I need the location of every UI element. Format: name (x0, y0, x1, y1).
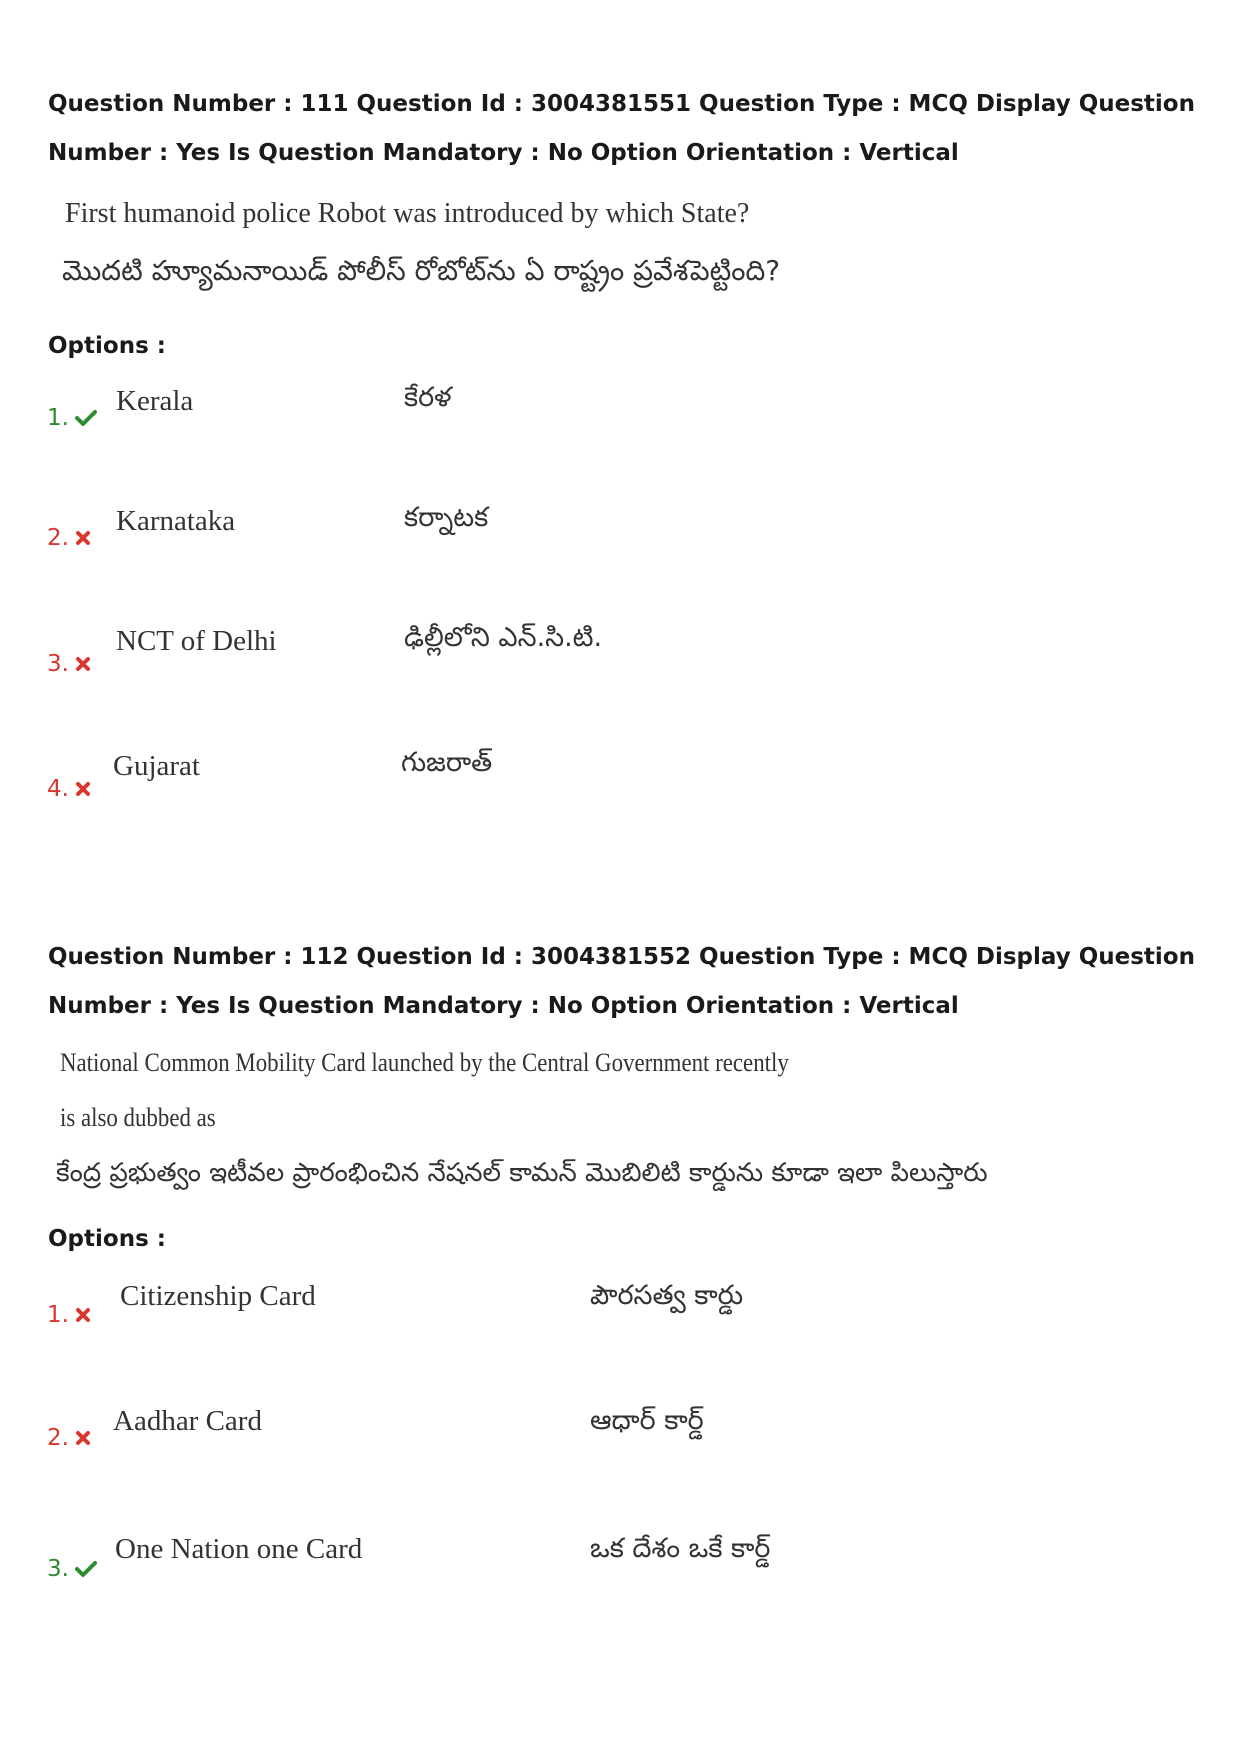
option-number (47, 776, 91, 802)
question-text-te: కేంద్ర ప్రభుత్వం ఇటీవల ప్రారంభించిన నేషనల్ కామన్ మొబిలిటి కార్డును కూడా ఇలా పిలుస్తారు (56, 1158, 988, 1188)
option-text-en: Kerala (116, 385, 194, 417)
option-number-label: 3. (47, 651, 69, 677)
cross-icon (75, 1307, 91, 1323)
option-number-label: 1. (47, 405, 69, 431)
question-meta: Question Number : 111 Question Id : 3004381551 Question Type : MCQ Display Question Number : Yes Is Question Mandatory : No Option Orientation : Vertical (48, 91, 1195, 166)
question-text-en: National Common Mobility Card launched by the Central Government recently (60, 1048, 789, 1077)
option-number-label: 4. (47, 776, 69, 802)
check-icon (75, 409, 97, 427)
option-number (47, 651, 91, 677)
option-number (47, 1556, 97, 1582)
cross-icon (75, 1430, 91, 1446)
options-label: Options : (48, 1226, 166, 1252)
option-text-en: Karnataka (116, 505, 236, 537)
option-text-en: Gujarat (113, 750, 200, 782)
options-label: Options : (48, 333, 166, 359)
option-number-label: 2. (47, 525, 69, 551)
option-text-en: One Nation one Card (115, 1533, 363, 1565)
question-text-en-line2: is also dubbed as (60, 1103, 216, 1132)
cross-icon (75, 781, 91, 797)
option-number (47, 525, 91, 551)
option-number (47, 1302, 91, 1328)
question-text-te: మొదటి హ్యూమనాయిడ్ పోలీస్ రోబోట్‌ను ఏ రాష్ట్రం ప్రవేశపెట్టింది? (62, 254, 781, 287)
cross-icon (75, 530, 91, 546)
question-meta: Question Number : 112 Question Id : 3004381552 Question Type : MCQ Display Question Number : Yes Is Question Mandatory : No Option Orientation : Vertical (48, 944, 1195, 1019)
check-icon (75, 1560, 97, 1578)
option-number (47, 405, 97, 431)
option-text-te: ఆధార్ కార్డ్ (590, 1405, 704, 1436)
option-text-en: NCT of Delhi (116, 625, 277, 657)
option-text-te: కర్నాటక (404, 502, 489, 533)
cross-icon (75, 656, 91, 672)
question-text-en: First humanoid police Robot was introduced by which State? (65, 198, 750, 229)
option-number-label: 3. (47, 1556, 69, 1582)
option-text-te: కేరళ (404, 382, 452, 413)
option-text-te: ఒక దేశం ఒకే కార్డ్ (590, 1533, 771, 1564)
option-text-te: గుజరాత్ (401, 747, 493, 778)
option-text-en: Citizenship Card (120, 1280, 316, 1312)
option-number-label: 1. (47, 1302, 69, 1328)
option-text-te: ఢిల్లీలోని ఎన్.సి.టి. (404, 622, 603, 653)
option-text-en: Aadhar Card (113, 1405, 262, 1437)
option-number-label: 2. (47, 1425, 69, 1451)
option-number (47, 1425, 91, 1451)
option-text-te: పౌరసత్వ కార్డు (590, 1280, 744, 1311)
